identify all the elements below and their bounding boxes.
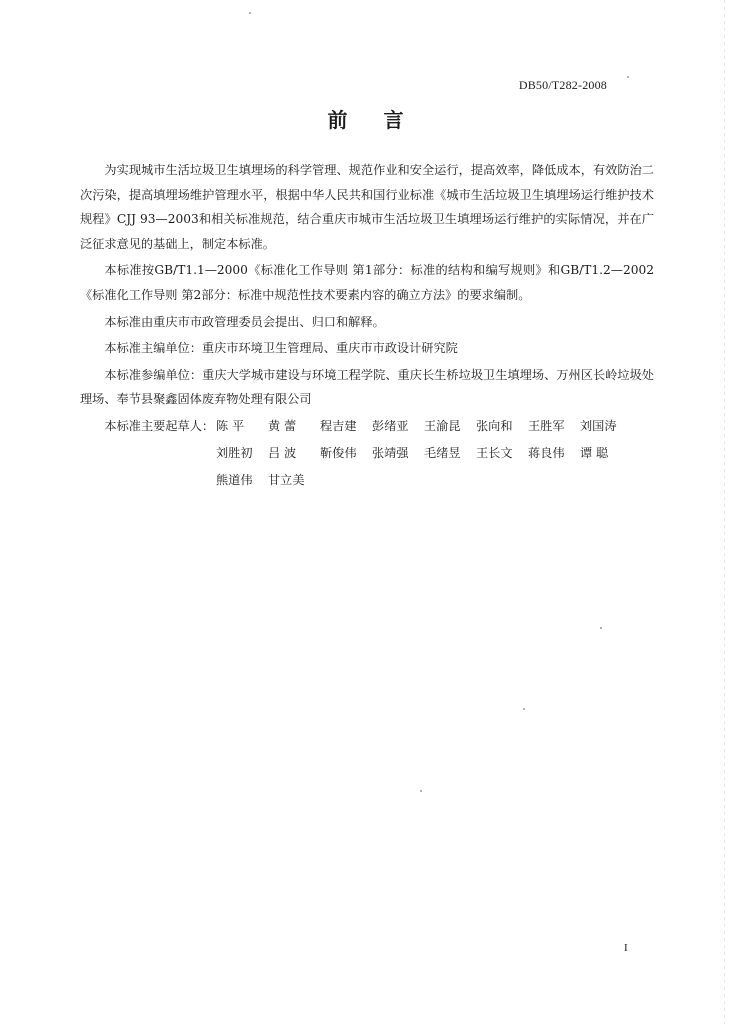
scan-edge — [724, 0, 725, 1024]
scan-speck — [249, 12, 251, 14]
foreword-body — [80, 158, 654, 495]
drafter-line — [80, 414, 654, 441]
drafter-name: 黄 蕾 — [268, 418, 297, 433]
drafter-name: 张靖强 — [372, 445, 409, 460]
page-title: 前言 — [327, 108, 440, 132]
drafter-names — [216, 441, 654, 466]
page-number: I — [624, 942, 628, 954]
drafter-names — [216, 468, 654, 493]
paragraph-proposer: 本标准由重庆市市政管理委员会提出、归口和解释。 — [104, 314, 385, 329]
scan-speck — [523, 708, 525, 710]
paragraph-drafting-rules: 本标准按GB/T1.1—2000《标准化工作导则 第1部分：标准的结构和编写规则》和GB/T1.2—2002《标准化工作导则 第2部分：标准中规范性技术要素内容的确立方法》的要求编制。 — [80, 263, 654, 302]
paragraph-purpose: 为实现城市生活垃圾卫生填埋场的科学管理、规范作业和安全运行，提高效率，降低成本，有效防治二次污染，提高填埋场维护管理水平，根据中华人民共和国行业标准《城市生活垃圾卫生填埋场运行维护技术规程》CJJ 93—2003和相关标准规范，结合重庆市城市生活垃圾卫生填埋场运行维护的实际情况，并在广泛征求意见的基础上，制定本标准。 — [80, 163, 654, 251]
drafter-name: 刘国涛 — [580, 418, 617, 433]
drafter-name: 刘胜初 — [216, 445, 253, 460]
drafter-line — [80, 468, 654, 495]
drafter-line — [80, 441, 654, 468]
document-code: DB50/T282-2008 — [518, 78, 607, 92]
drafter-name: 王渝昆 — [424, 418, 461, 433]
scan-speck — [600, 627, 602, 629]
drafter-name: 王长文 — [476, 445, 513, 460]
paragraph-participants: 本标准参编单位：重庆大学城市建设与环境工程学院、重庆长生桥垃圾卫生填埋场、万州区长岭垃圾处理场、奉节县聚鑫固体废弃物处理有限公司 — [80, 367, 654, 407]
drafter-name: 彭绪亚 — [372, 418, 409, 433]
drafter-name: 张向和 — [476, 418, 513, 433]
drafters-list — [80, 414, 654, 495]
drafter-name: 王胜军 — [528, 418, 565, 433]
drafter-name: 甘立美 — [268, 472, 305, 487]
scan-speck — [420, 790, 422, 792]
drafter-name: 蒋良伟 — [528, 445, 565, 460]
drafter-name: 熊道伟 — [216, 472, 253, 487]
drafter-name: 吕 波 — [268, 445, 297, 460]
scan-speck — [627, 76, 629, 78]
drafters-label: 本标准主要起草人： — [104, 418, 215, 433]
drafter-name: 程吉建 — [320, 418, 357, 433]
drafter-name: 毛绪昱 — [424, 445, 461, 460]
drafter-names — [216, 414, 654, 439]
drafter-name: 陈 平 — [216, 418, 245, 433]
paragraph-chief-editor: 本标准主编单位：重庆市环境卫生管理局、重庆市市政设计研究院 — [104, 341, 458, 356]
drafter-name: 靳俊伟 — [320, 445, 357, 460]
drafter-name: 谭 聪 — [580, 445, 609, 460]
